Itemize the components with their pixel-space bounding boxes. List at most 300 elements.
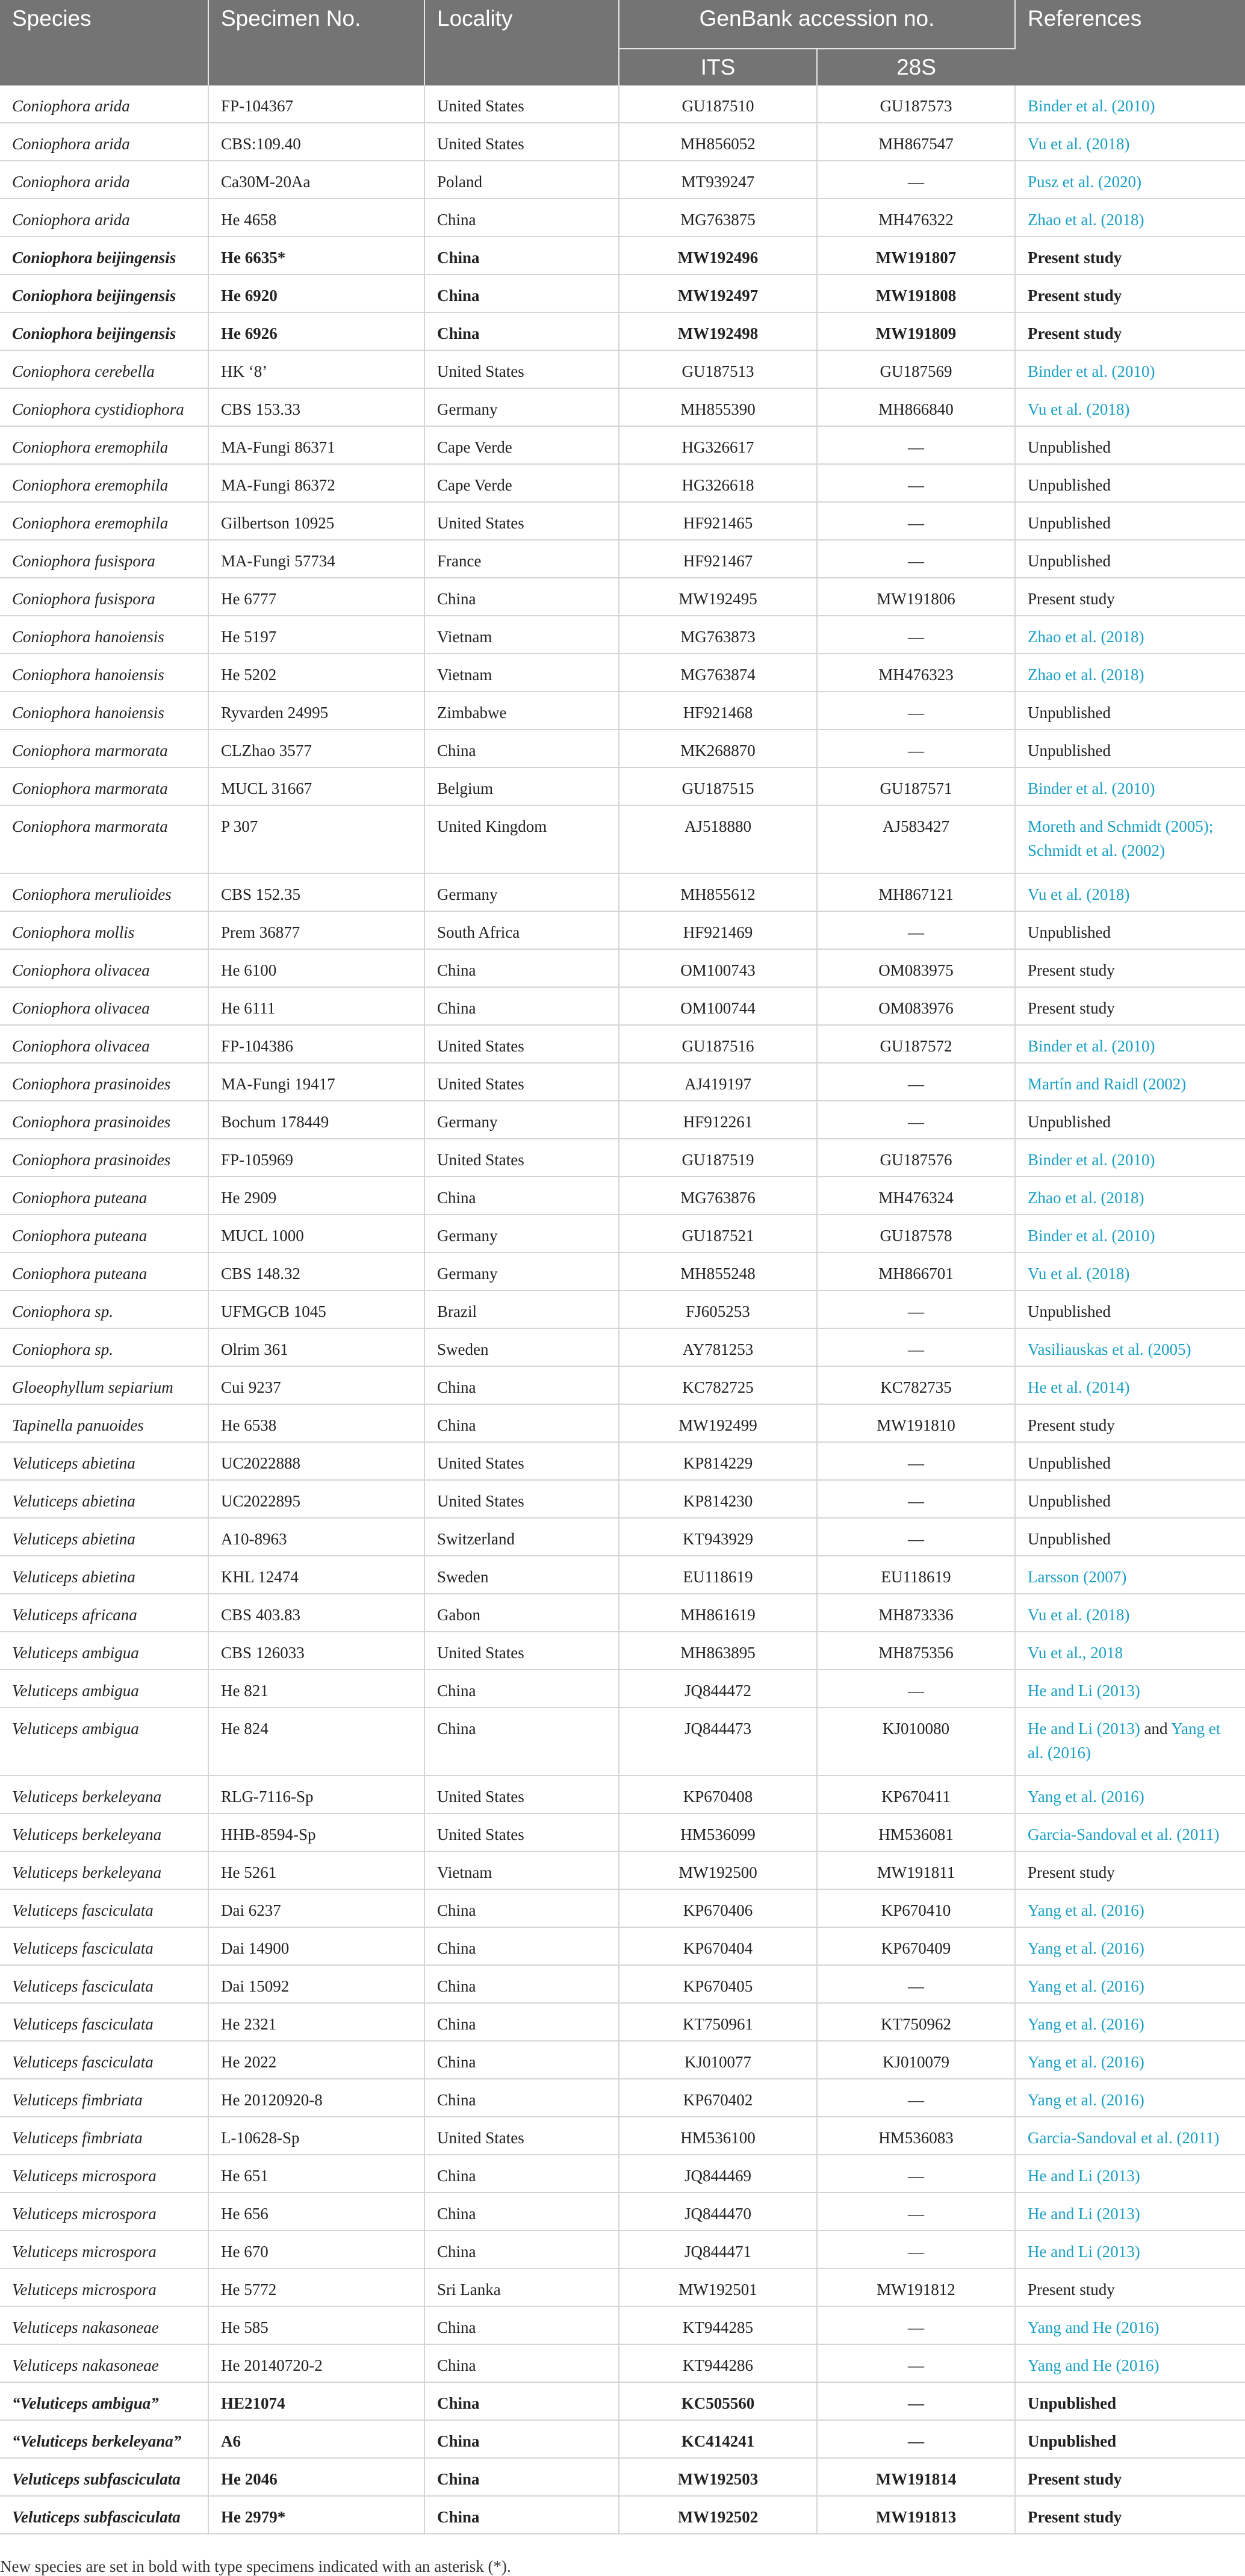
- species-cell: Coniophora fusispora: [0, 540, 208, 578]
- reference-cell[interactable]: Yang et al. (2016): [1015, 1889, 1245, 1927]
- table-row: [0, 1025, 1245, 1063]
- locality-cell: United States: [424, 350, 619, 388]
- locality-cell: Germany: [424, 1252, 619, 1290]
- specimen-cell: Prem 36877: [208, 911, 424, 949]
- lsu-cell: HM536081: [817, 1813, 1015, 1851]
- species-cell: Coniophora cystidiophora: [0, 388, 208, 426]
- locality-cell: China: [424, 949, 619, 987]
- species-cell: Coniophora arida: [0, 161, 208, 199]
- its-cell: KT943929: [619, 1518, 817, 1556]
- species-cell: Coniophora prasinoides: [0, 1101, 208, 1139]
- reference-cell[interactable]: Vu et al. (2018): [1015, 1594, 1245, 1632]
- its-cell: OM100744: [619, 987, 817, 1025]
- its-cell: KC782725: [619, 1366, 817, 1404]
- species-cell: Veluticeps subfasciculata: [0, 2496, 208, 2534]
- table-row: [0, 2231, 1245, 2268]
- its-cell: MG763874: [619, 654, 817, 692]
- lsu-cell: —: [817, 1518, 1015, 1556]
- table-header: [0, 0, 1245, 85]
- its-cell: OM100743: [619, 949, 817, 987]
- its-cell: FJ605253: [619, 1290, 817, 1328]
- specimen-cell: CBS 153.33: [208, 388, 424, 426]
- reference-cell[interactable]: Larsson (2007): [1015, 1556, 1245, 1594]
- locality-cell: China: [424, 1670, 619, 1708]
- species-cell: Veluticeps abietina: [0, 1480, 208, 1518]
- locality-cell: United States: [424, 1025, 619, 1063]
- specimen-cell: Dai 6237: [208, 1889, 424, 1927]
- table-row: [0, 692, 1245, 729]
- its-cell: MH855612: [619, 873, 817, 911]
- reference-cell[interactable]: Garcia-Sandoval et al. (2011): [1015, 2117, 1245, 2155]
- reference-cell: Unpublished: [1015, 1518, 1245, 1556]
- species-cell: Veluticeps fasciculata: [0, 1927, 208, 1965]
- table-row: [0, 1063, 1245, 1101]
- lsu-cell: MH476323: [817, 654, 1015, 692]
- locality-cell: China: [424, 2306, 619, 2344]
- lsu-cell: MH875356: [817, 1632, 1015, 1670]
- locality-cell: United States: [424, 1776, 619, 1813]
- its-cell: JQ844473: [619, 1708, 817, 1776]
- table-row: [0, 237, 1245, 274]
- table-row: [0, 654, 1245, 692]
- locality-cell: Cape Verde: [424, 464, 619, 502]
- reference-cell[interactable]: Yang and He (2016): [1015, 2306, 1245, 2344]
- reference-cell[interactable]: Binder et al. (2010): [1015, 767, 1245, 805]
- lsu-cell: —: [817, 1063, 1015, 1101]
- specimen-cell: MA-Fungi 86371: [208, 426, 424, 464]
- species-cell: Coniophora sp.: [0, 1328, 208, 1366]
- lsu-cell: —: [817, 911, 1015, 949]
- reference-cell: Present study: [1015, 312, 1245, 350]
- specimen-cell: He 5197: [208, 616, 424, 654]
- reference-cell[interactable]: Yang et al. (2016): [1015, 2003, 1245, 2041]
- lsu-cell: AJ583427: [817, 805, 1015, 873]
- reference-cell[interactable]: He and Li (2013): [1015, 2231, 1245, 2268]
- specimen-cell: He 585: [208, 2306, 424, 2344]
- specimen-cell: He 824: [208, 1708, 424, 1776]
- species-cell: Coniophora olivacea: [0, 1025, 208, 1063]
- species-cell: Veluticeps microspora: [0, 2155, 208, 2193]
- lsu-cell: MH476322: [817, 199, 1015, 237]
- specimen-cell: He 5202: [208, 654, 424, 692]
- table-row: [0, 1366, 1245, 1404]
- species-cell: Veluticeps nakasoneae: [0, 2344, 208, 2382]
- locality-cell: Vietnam: [424, 616, 619, 654]
- its-cell: MW192497: [619, 274, 817, 312]
- lsu-cell: GU187573: [817, 85, 1015, 123]
- reference-cell[interactable]: Binder et al. (2010): [1015, 350, 1245, 388]
- locality-cell: France: [424, 540, 619, 578]
- its-cell: KP670405: [619, 1965, 817, 2003]
- lsu-cell: —: [817, 2231, 1015, 2268]
- its-cell: MH855248: [619, 1252, 817, 1290]
- species-cell: Coniophora eremophila: [0, 426, 208, 464]
- table-row: [0, 2079, 1245, 2117]
- lsu-cell: —: [817, 616, 1015, 654]
- specimen-cell: CLZhao 3577: [208, 729, 424, 767]
- table-row: [0, 2306, 1245, 2344]
- specimen-cell: Gilbertson 10925: [208, 502, 424, 540]
- locality-cell: China: [424, 1965, 619, 2003]
- table-footnote: New species are set in bold with type specimens indicated with an asterisk (*).: [0, 2557, 511, 2575]
- its-cell: MH861619: [619, 1594, 817, 1632]
- specimen-cell: CBS 126033: [208, 1632, 424, 1670]
- table-row: [0, 616, 1245, 654]
- species-cell: Coniophora beijingensis: [0, 274, 208, 312]
- locality-cell: Sri Lanka: [424, 2268, 619, 2306]
- reference-cell: Present study: [1015, 2268, 1245, 2306]
- specimen-cell: He 6777: [208, 578, 424, 616]
- reference-cell[interactable]: Vu et al. (2018): [1015, 388, 1245, 426]
- reference-cell[interactable]: Pusz et al. (2020): [1015, 161, 1245, 199]
- its-cell: MT939247: [619, 161, 817, 199]
- species-cell: Coniophora olivacea: [0, 949, 208, 987]
- reference-cell: Present study: [1015, 274, 1245, 312]
- lsu-cell: —: [817, 540, 1015, 578]
- lsu-cell: MH873336: [817, 1594, 1015, 1632]
- species-cell: Coniophora hanoiensis: [0, 654, 208, 692]
- locality-cell: Switzerland: [424, 1518, 619, 1556]
- locality-cell: China: [424, 2344, 619, 2382]
- table-row: [0, 1290, 1245, 1328]
- table-row: [0, 2193, 1245, 2231]
- reference-cell: Unpublished: [1015, 1442, 1245, 1480]
- reference-cell[interactable]: Yang et al. (2016): [1015, 2041, 1245, 2079]
- reference-cell[interactable]: Vasiliauskas et al. (2005): [1015, 1328, 1245, 1366]
- lsu-cell: KC782735: [817, 1366, 1015, 1404]
- specimen-cell: Ca30M-20Aa: [208, 161, 424, 199]
- reference-cell[interactable]: Binder et al. (2010): [1015, 1139, 1245, 1177]
- specimen-cell: Dai 14900: [208, 1927, 424, 1965]
- table-row: [0, 161, 1245, 199]
- locality-cell: South Africa: [424, 911, 619, 949]
- locality-cell: China: [424, 2003, 619, 2041]
- its-cell: KP814230: [619, 1480, 817, 1518]
- table-row: [0, 426, 1245, 464]
- species-cell: Coniophora olivacea: [0, 987, 208, 1025]
- lsu-cell: MW191808: [817, 274, 1015, 312]
- specimen-cell: He 2046: [208, 2458, 424, 2496]
- its-cell: GU187510: [619, 85, 817, 123]
- lsu-cell: MH866840: [817, 388, 1015, 426]
- species-cell: Veluticeps africana: [0, 1594, 208, 1632]
- specimen-cell: MA-Fungi 19417: [208, 1063, 424, 1101]
- species-cell: Coniophora prasinoides: [0, 1063, 208, 1101]
- specimen-cell: UFMGCB 1045: [208, 1290, 424, 1328]
- lsu-cell: GU187578: [817, 1215, 1015, 1252]
- reference-cell: Unpublished: [1015, 426, 1245, 464]
- locality-cell: China: [424, 199, 619, 237]
- reference-cell: Present study: [1015, 1404, 1245, 1442]
- reference-cell[interactable]: Vu et al. (2018): [1015, 123, 1245, 161]
- reference-cell[interactable]: Zhao et al. (2018): [1015, 616, 1245, 654]
- specimen-cell: A10-8963: [208, 1518, 424, 1556]
- locality-cell: Zimbabwe: [424, 692, 619, 729]
- locality-cell: United States: [424, 85, 619, 123]
- table-row: [0, 2117, 1245, 2155]
- reference-cell[interactable]: Zhao et al. (2018): [1015, 1177, 1245, 1215]
- specimen-cell: He 5772: [208, 2268, 424, 2306]
- specimen-cell: UC2022895: [208, 1480, 424, 1518]
- lsu-cell: GU187569: [817, 350, 1015, 388]
- table-row: [0, 1480, 1245, 1518]
- table-row: [0, 873, 1245, 911]
- reference-cell[interactable]: He and Li (2013): [1015, 1670, 1245, 1708]
- reference-link[interactable]: He and Li (2013): [1028, 1720, 1140, 1738]
- reference-cell[interactable]: Yang et al. (2016): [1015, 1965, 1245, 2003]
- specimen-cell: He 2979*: [208, 2496, 424, 2534]
- reference-cell: Unpublished: [1015, 1480, 1245, 1518]
- specimen-cell: A6: [208, 2420, 424, 2458]
- table-row: [0, 949, 1245, 987]
- its-cell: KT944286: [619, 2344, 817, 2382]
- reference-cell: Unpublished: [1015, 1290, 1245, 1328]
- lsu-cell: —: [817, 2382, 1015, 2420]
- lsu-cell: GU187572: [817, 1025, 1015, 1063]
- locality-cell: Germany: [424, 388, 619, 426]
- table-row: [0, 1927, 1245, 1965]
- table-row: [0, 85, 1245, 123]
- reference-cell[interactable]: Binder et al. (2010): [1015, 1025, 1245, 1063]
- specimen-cell: L-10628-Sp: [208, 2117, 424, 2155]
- table-row: [0, 1632, 1245, 1670]
- reference-cell[interactable]: Martín and Raidl (2002): [1015, 1063, 1245, 1101]
- its-cell: JQ844472: [619, 1670, 817, 1708]
- species-cell: “Veluticeps berkeleyana”: [0, 2420, 208, 2458]
- species-cell: Coniophora marmorata: [0, 767, 208, 805]
- table-row: [0, 729, 1245, 767]
- locality-cell: China: [424, 987, 619, 1025]
- specimen-cell: CBS 148.32: [208, 1252, 424, 1290]
- specimen-cell: He 670: [208, 2231, 424, 2268]
- table-row: [0, 1177, 1245, 1215]
- table-row: [0, 1442, 1245, 1480]
- specimen-cell: He 2022: [208, 2041, 424, 2079]
- table-row: [0, 1594, 1245, 1632]
- reference-cell[interactable]: Zhao et al. (2018): [1015, 199, 1245, 237]
- lsu-cell: EU118619: [817, 1556, 1015, 1594]
- reference-cell: Present study: [1015, 2496, 1245, 2534]
- its-cell: MW192500: [619, 1851, 817, 1889]
- reference-cell[interactable]: Yang et al. (2016): [1015, 1776, 1245, 1813]
- its-cell: AJ419197: [619, 1063, 817, 1101]
- locality-cell: China: [424, 1889, 619, 1927]
- lsu-cell: —: [817, 1442, 1015, 1480]
- reference-cell[interactable]: Yang et al. (2016): [1015, 2079, 1245, 2117]
- specimen-cell: He 6920: [208, 274, 424, 312]
- specimen-cell: He 20120920-8: [208, 2079, 424, 2117]
- lsu-cell: KP670409: [817, 1927, 1015, 1965]
- specimen-cell: He 6100: [208, 949, 424, 987]
- lsu-cell: —: [817, 2420, 1015, 2458]
- locality-cell: China: [424, 1177, 619, 1215]
- species-cell: Coniophora marmorata: [0, 805, 208, 873]
- reference-cell[interactable]: Yang and He (2016): [1015, 2344, 1245, 2382]
- reference-cell[interactable]: Moreth and Schmidt (2005); Schmidt et al. (2002): [1015, 805, 1245, 873]
- species-cell: Coniophora beijingensis: [0, 312, 208, 350]
- lsu-cell: MH866701: [817, 1252, 1015, 1290]
- its-cell: MW192499: [619, 1404, 817, 1442]
- its-cell: KJ010077: [619, 2041, 817, 2079]
- locality-cell: China: [424, 2193, 619, 2231]
- reference-cell: Unpublished: [1015, 911, 1245, 949]
- lsu-cell: —: [817, 1101, 1015, 1139]
- its-cell: MK268870: [619, 729, 817, 767]
- its-cell: MG763876: [619, 1177, 817, 1215]
- its-cell: HM536099: [619, 1813, 817, 1851]
- species-cell: Veluticeps abietina: [0, 1518, 208, 1556]
- lsu-cell: —: [817, 692, 1015, 729]
- specimen-cell: FP-104386: [208, 1025, 424, 1063]
- specimen-cell: P 307: [208, 805, 424, 873]
- lsu-cell: OM083975: [817, 949, 1015, 987]
- its-cell: MW192503: [619, 2458, 817, 2496]
- locality-cell: Vietnam: [424, 654, 619, 692]
- species-cell: Veluticeps fasciculata: [0, 2003, 208, 2041]
- specimen-cell: MA-Fungi 57734: [208, 540, 424, 578]
- its-cell: MW192498: [619, 312, 817, 350]
- table-row: [0, 2344, 1245, 2382]
- specimen-cell: Bochum 178449: [208, 1101, 424, 1139]
- reference-cell[interactable]: He and Li (2013): [1015, 2193, 1245, 2231]
- reference-cell[interactable]: Binder et al. (2010): [1015, 85, 1245, 123]
- specimen-cell: Cui 9237: [208, 1366, 424, 1404]
- table-row: [0, 2268, 1245, 2306]
- its-cell: MW192501: [619, 2268, 817, 2306]
- species-cell: Veluticeps fasciculata: [0, 2041, 208, 2079]
- locality-cell: Belgium: [424, 767, 619, 805]
- reference-cell[interactable]: Zhao et al. (2018): [1015, 654, 1245, 692]
- locality-cell: United States: [424, 1139, 619, 1177]
- specimen-cell: CBS 403.83: [208, 1594, 424, 1632]
- reference-cell[interactable]: Vu et al. (2018): [1015, 873, 1245, 911]
- lsu-cell: GU187571: [817, 767, 1015, 805]
- its-cell: KP814229: [619, 1442, 817, 1480]
- specimen-cell: He 5261: [208, 1851, 424, 1889]
- lsu-cell: MH867547: [817, 123, 1015, 161]
- reference-link[interactable]: Yang et al. (2016): [1028, 1720, 1221, 1762]
- lsu-cell: —: [817, 2155, 1015, 2193]
- table-row: [0, 1101, 1245, 1139]
- lsu-cell: —: [817, 1480, 1015, 1518]
- specimen-cell: KHL 12474: [208, 1556, 424, 1594]
- header-references: References: [1015, 0, 1245, 85]
- lsu-cell: —: [817, 1328, 1015, 1366]
- table-row: [0, 805, 1245, 873]
- table-row: [0, 1813, 1245, 1851]
- table-row: [0, 540, 1245, 578]
- species-cell: Veluticeps fimbriata: [0, 2117, 208, 2155]
- locality-cell: Sweden: [424, 1556, 619, 1594]
- its-cell: HF921469: [619, 911, 817, 949]
- species-cell: Coniophora beijingensis: [0, 237, 208, 274]
- species-cell: Veluticeps microspora: [0, 2268, 208, 2306]
- locality-cell: China: [424, 312, 619, 350]
- reference-cell[interactable]: Garcia-Sandoval et al. (2011): [1015, 1813, 1245, 1851]
- reference-cell[interactable]: Vu et al., 2018: [1015, 1632, 1245, 1670]
- header-locality: Locality: [424, 0, 619, 85]
- lsu-cell: MW191814: [817, 2458, 1015, 2496]
- table-row: [0, 388, 1245, 426]
- table-row: [0, 2382, 1245, 2420]
- reference-cell: Unpublished: [1015, 502, 1245, 540]
- lsu-cell: MH476324: [817, 1177, 1015, 1215]
- species-cell: Veluticeps nakasoneae: [0, 2306, 208, 2344]
- header-specimen: Specimen No.: [208, 0, 424, 85]
- species-cell: Veluticeps fasciculata: [0, 1889, 208, 1927]
- locality-cell: Brazil: [424, 1290, 619, 1328]
- species-cell: Coniophora cerebella: [0, 350, 208, 388]
- locality-cell: China: [424, 1366, 619, 1404]
- reference-cell[interactable]: [1015, 1708, 1245, 1776]
- reference-cell: Unpublished: [1015, 1101, 1245, 1139]
- species-cell: Coniophora merulioides: [0, 873, 208, 911]
- species-cell: Veluticeps fasciculata: [0, 1965, 208, 2003]
- reference-cell[interactable]: He and Li (2013): [1015, 2155, 1245, 2193]
- lsu-cell: —: [817, 729, 1015, 767]
- table-row: [0, 2458, 1245, 2496]
- species-cell: Veluticeps ambigua: [0, 1708, 208, 1776]
- table-row: [0, 2420, 1245, 2458]
- its-cell: GU187513: [619, 350, 817, 388]
- reference-cell[interactable]: Yang et al. (2016): [1015, 1927, 1245, 1965]
- locality-cell: China: [424, 1927, 619, 1965]
- locality-cell: China: [424, 2155, 619, 2193]
- specimen-cell: He 6538: [208, 1404, 424, 1442]
- reference-cell: Unpublished: [1015, 540, 1245, 578]
- table-row: [0, 1139, 1245, 1177]
- table-row: [0, 312, 1245, 350]
- reference-cell: Present study: [1015, 2458, 1245, 2496]
- specimen-cell: He 6926: [208, 312, 424, 350]
- header-species: Species: [0, 0, 208, 85]
- specimen-cell: He 2321: [208, 2003, 424, 2041]
- specimen-cell: Olrim 361: [208, 1328, 424, 1366]
- reference-cell[interactable]: He et al. (2014): [1015, 1366, 1245, 1404]
- specimen-cell: FP-105969: [208, 1139, 424, 1177]
- lsu-cell: MW191813: [817, 2496, 1015, 2534]
- species-cell: Coniophora hanoiensis: [0, 616, 208, 654]
- its-cell: KP670404: [619, 1927, 817, 1965]
- table-row: [0, 464, 1245, 502]
- reference-cell: Present study: [1015, 987, 1245, 1025]
- reference-cell: Present study: [1015, 237, 1245, 274]
- specimen-cell: He 6635*: [208, 237, 424, 274]
- table-row: [0, 1776, 1245, 1813]
- its-cell: KC414241: [619, 2420, 817, 2458]
- its-cell: MH855390: [619, 388, 817, 426]
- lsu-cell: —: [817, 1670, 1015, 1708]
- reference-cell[interactable]: Binder et al. (2010): [1015, 1215, 1245, 1252]
- its-cell: AY781253: [619, 1328, 817, 1366]
- species-cell: Coniophora mollis: [0, 911, 208, 949]
- reference-cell[interactable]: Vu et al. (2018): [1015, 1252, 1245, 1290]
- lsu-cell: —: [817, 502, 1015, 540]
- locality-cell: China: [424, 2458, 619, 2496]
- reference-cell: Unpublished: [1015, 692, 1245, 729]
- lsu-cell: —: [817, 426, 1015, 464]
- table-row: [0, 1708, 1245, 1776]
- table-row: [0, 767, 1245, 805]
- its-cell: KC505560: [619, 2382, 817, 2420]
- table-row: [0, 2496, 1245, 2534]
- table-row: [0, 123, 1245, 161]
- locality-cell: United States: [424, 1813, 619, 1851]
- locality-cell: China: [424, 2231, 619, 2268]
- table-body: [0, 85, 1245, 2534]
- locality-cell: Germany: [424, 1215, 619, 1252]
- its-cell: JQ844469: [619, 2155, 817, 2193]
